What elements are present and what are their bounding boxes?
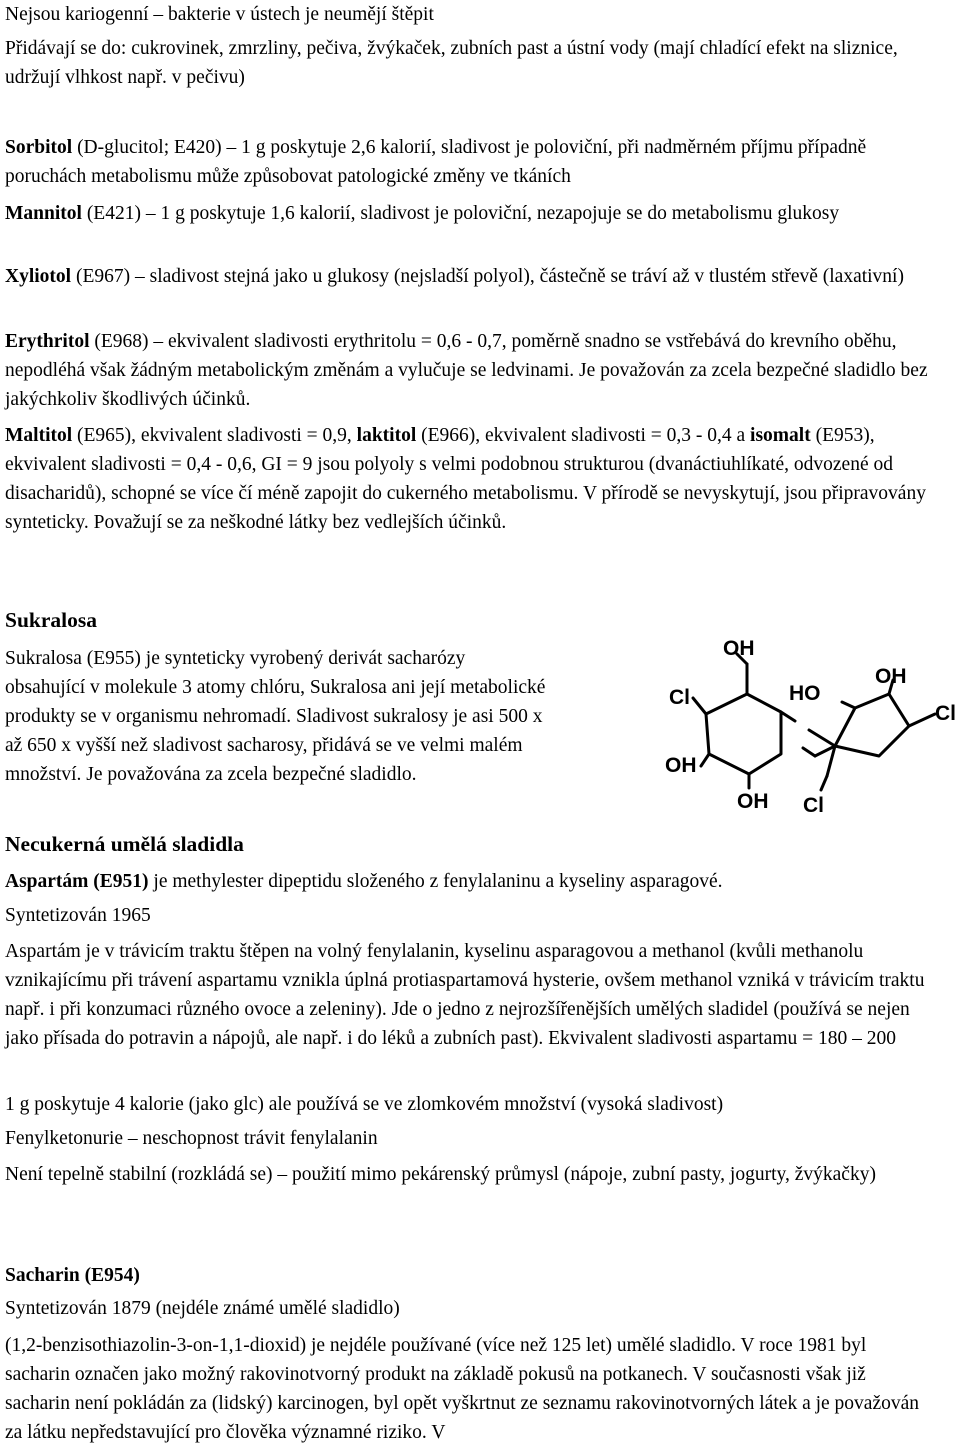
term-erythritol: Erythritol	[5, 331, 90, 352]
bond	[909, 714, 935, 726]
maltitol-text: (E965), ekvivalent sladivosti = 0,9,	[72, 425, 357, 446]
bond	[821, 776, 827, 790]
sukralosa-line: produkty se v organismu nehromadí. Sladivost sukralosy je asi 500 x	[5, 706, 543, 727]
label-oh: OH	[737, 790, 769, 813]
aspartam-text: je methylester dipeptidu složeného z fenylalaninu a kyseliny asparagové.	[148, 871, 723, 892]
heading-sacharin: Sacharin (E954)	[5, 1265, 140, 1286]
paragraph-mannitol	[5, 199, 935, 228]
paragraph-not-cariogenic: Nejsou kariogenní – bakterie v ústech je neumějí štěpit	[5, 4, 434, 25]
heading-sukralosa: Sukralosa	[5, 608, 98, 632]
paragraph-sukralosa	[5, 644, 645, 789]
sukralosa-line: obsahující v molekule 3 atomy chlóru, Sukralosa ani její metabolické	[5, 677, 546, 698]
bond	[803, 748, 815, 756]
paragraph-sacharin-synthesized: Syntetizován 1879 (nejdéle známé umělé sladidlo)	[5, 1298, 400, 1319]
bond	[693, 698, 706, 714]
paragraph-sorbitol	[5, 133, 935, 191]
sukralosa-line: Sukralosa (E955) je synteticky vyrobený derivát sacharózy	[5, 648, 466, 669]
isomalt-text: (E953), ekvivalent sladivosti = 0,4 - 0,6, GI = 9 jsou polyoly s velmi podobnou strukturou (dvanáctiuhlíkaté, odvozené od disacharidů), schopné se více čí méně zapojit do cukerného metabolismu. V přírodě se nevyskytují, jsou připravovány synteticky. Považují se za neškodné látky bez vedlejších účinků.	[5, 425, 926, 533]
paragraph-aspartam-synthesized: Syntetizován 1965	[5, 905, 151, 926]
term-xylitol: Xyliotol	[5, 266, 72, 287]
paragraph-phenylketonuria: Fenylketonurie – neschopnost trávit fenylalanin	[5, 1128, 378, 1149]
paragraph-usage: Přidávají se do: cukrovinek, zmrzliny, pečiva, žvýkaček, zubních past a ústní vody (mají chladící efekt na sliznice, udržují vlhkost např. v pečivu)	[5, 38, 898, 88]
label-cl: Cl	[669, 686, 690, 709]
label-oh: OH	[875, 665, 907, 688]
term-mannitol: Mannitol	[5, 203, 82, 224]
label-oh: OH	[665, 754, 697, 777]
laktitol-text: (E966), ekvivalent sladivosti = 0,3 - 0,4 a	[416, 425, 751, 446]
sorbitol-text: (D-glucitol; E420) – 1 g poskytuje 2,6 kalorií, sladivost je poloviční, při nadměrném příjmu případně poruchách metabolismu může způsobovat patologické změny ve tkáních	[5, 137, 867, 187]
paragraph-xylitol	[5, 262, 935, 291]
erythritol-text: (E968) – ekvivalent sladivosti erythritolu = 0,6 - 0,7, poměrně snadno se vstřebává do krevního oběhu, nepodléhá však žádným metabolickým změnám a vylučuje se ledvinami. Je považován za zcela bezpečné sladidlo bez jakýchkoliv škodlivých účinků.	[5, 331, 928, 410]
paragraph-erythritol	[5, 327, 935, 414]
heading-necukerna: Necukerná umělá sladidla	[5, 832, 244, 856]
label-oh: OH	[723, 637, 755, 660]
paragraph-sacharin: (1,2-benzisothiazolin-3-on-1,1-dioxid) je nejdéle používané (více než 125 let) umělé sladidlo. V roce 1981 byl sacharin označen jako možný rakovinotvorný produkt na základě pokusů na potkanech. V současnosti však již sacharin není pokládán za (lidský) karcinogen, byl opět vyškrtnut ze seznamu rakovinotvorných látek a je považován za látku nepředstavující pro člověka významné riziko. V	[5, 1335, 920, 1443]
term-maltitol: Maltitol	[5, 425, 73, 446]
label-ho: HO	[789, 682, 821, 705]
term-laktitol: laktitol	[356, 425, 417, 446]
paragraph-aspartam-calories: 1 g poskytuje 4 kalorie (jako glc) ale používá se ve zlomkovém množství (vysoká sladivost)	[5, 1094, 724, 1115]
paragraph-aspartam	[5, 867, 935, 896]
xylitol-text: (E967) – sladivost stejná jako u glukosy (nejsladší polyol), částečně se tráví až v tlustém střevě (laxativní)	[71, 266, 904, 287]
bond	[701, 754, 709, 766]
label-cl: Cl	[803, 794, 824, 817]
pyranose-ring	[706, 694, 781, 774]
sukralosa-line: až 650 x vyšší než sladivost sacharosy, přidává se ve velmi malém	[5, 735, 523, 756]
label-cl: Cl	[935, 702, 956, 725]
sucralose-structure	[657, 628, 960, 818]
term-sorbitol: Sorbitol	[5, 137, 73, 158]
term-aspartam: Aspartám (E951)	[5, 871, 149, 892]
paragraph-thermal-stability: Není tepelně stabilní (rozkládá se) – použití mimo pekárenský průmysl (nápoje, zubní pasty, jogurty, žvýkačky)	[5, 1164, 876, 1185]
term-isomalt: isomalt	[750, 425, 811, 446]
bond	[842, 702, 855, 708]
bond	[781, 712, 795, 721]
paragraph-aspartam-digestion: Aspartám je v trávicím traktu štěpen na volný fenylalanin, kyselinu asparagovou a methanol (kvůli methanolu vznikajícímu při trávení aspartamu vznikla úplná protiaspartamová hysterie, ovšem methanol vzniká v trávicím traktu např. i při konzumaci různého ovoce a zeleniny). Jde o jedno z nejrozšířenějších umělých sladidel (používá se nejen jako přísada do potravin a nápojů, ale např. i do léků a zubních past). Ekvivalent sladivosti aspartamu = 180 – 200	[5, 941, 925, 1049]
mannitol-text: (E421) – 1 g poskytuje 1,6 kalorií, sladivost je poloviční, nezapojuje se do metabolismu glukosy	[81, 203, 840, 224]
paragraph-maltitol	[5, 421, 935, 537]
glycosidic-bond	[809, 730, 835, 746]
sukralosa-line: množství. Je považována za zcela bezpečné sladidlo.	[5, 764, 417, 785]
